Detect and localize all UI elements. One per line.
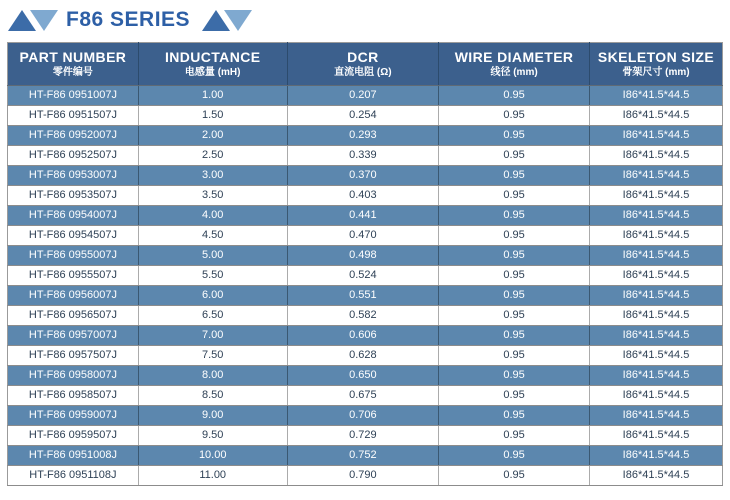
cell: HT-F86 0953507J [8,186,139,206]
column-header-wire-diameter [439,43,590,86]
cell: 0.551 [287,286,439,306]
cell: I86*41.5*44.5 [590,446,723,466]
cell: I86*41.5*44.5 [590,426,723,446]
cell: HT-F86 0955007J [8,246,139,266]
cell: I86*41.5*44.5 [590,226,723,246]
cell: 0.95 [439,246,590,266]
cell: 3.00 [138,166,287,186]
cell: HT-F86 0957007J [8,326,139,346]
table-row [8,226,723,246]
cell: 0.95 [439,306,590,326]
cell: 1.50 [138,106,287,126]
triangle-down-icon [224,10,252,31]
cell: I86*41.5*44.5 [590,166,723,186]
cell: 4.00 [138,206,287,226]
table-row [8,346,723,366]
cell: 0.95 [439,286,590,306]
cell: I86*41.5*44.5 [590,206,723,226]
cell: I86*41.5*44.5 [590,406,723,426]
triangle-logo-left-icon [8,9,58,31]
cell: I86*41.5*44.5 [590,366,723,386]
triangle-logo-right-icon [202,9,252,31]
cell: 0.339 [287,146,439,166]
cell: I86*41.5*44.5 [590,266,723,286]
cell: 7.50 [138,346,287,366]
cell: 5.00 [138,246,287,266]
cell: 9.00 [138,406,287,426]
cell: HT-F86 0951008J [8,446,139,466]
cell: HT-F86 0951507J [8,106,139,126]
table-row [8,246,723,266]
cell: I86*41.5*44.5 [590,466,723,486]
table-row [8,366,723,386]
cell: 0.95 [439,326,590,346]
cell: I86*41.5*44.5 [590,306,723,326]
cell: 0.207 [287,86,439,106]
table-row [8,266,723,286]
cell: 0.675 [287,386,439,406]
cell: 0.95 [439,386,590,406]
cell: I86*41.5*44.5 [590,126,723,146]
page-title: F86 SERIES [66,8,191,31]
table-row [8,186,723,206]
table-row [8,86,723,106]
cell: I86*41.5*44.5 [590,286,723,306]
cell: 9.50 [138,426,287,446]
cell: 0.95 [439,86,590,106]
cell: 0.582 [287,306,439,326]
cell: HT-F86 0959507J [8,426,139,446]
cell: 0.498 [287,246,439,266]
column-label-en: DCR [347,48,379,65]
cell: 0.790 [287,466,439,486]
cell: 6.50 [138,306,287,326]
cell: I86*41.5*44.5 [590,246,723,266]
cell: HT-F86 0956507J [8,306,139,326]
cell: HT-F86 0954007J [8,206,139,226]
table-row [8,306,723,326]
column-header-inductance [138,43,287,86]
cell: 0.95 [439,166,590,186]
cell: 1.00 [138,86,287,106]
column-header-skeleton-size [590,43,723,86]
cell: 0.95 [439,406,590,426]
cell: 0.524 [287,266,439,286]
cell: I86*41.5*44.5 [590,86,723,106]
cell: 2.50 [138,146,287,166]
cell: 10.00 [138,446,287,466]
cell: 0.95 [439,206,590,226]
column-label-en: INDUCTANCE [164,48,261,65]
column-label-zh: 零件编号 [52,66,93,78]
cell: 0.95 [439,466,590,486]
column-label-zh: 骨架尺寸 (mm) [622,66,690,78]
column-label-en: WIRE DIAMETER [454,48,574,65]
table-row [8,166,723,186]
cell: 0.95 [439,366,590,386]
cell: HT-F86 0951007J [8,86,139,106]
table-row [8,406,723,426]
cell: HT-F86 0957507J [8,346,139,366]
cell: 4.50 [138,226,287,246]
column-label-en: SKELETON SIZE [597,48,715,65]
cell: I86*41.5*44.5 [590,186,723,206]
cell: 0.293 [287,126,439,146]
cell: 0.95 [439,446,590,466]
cell: HT-F86 0951108J [8,466,139,486]
cell: HT-F86 0958007J [8,366,139,386]
column-header-part-number [8,43,139,86]
cell: 0.95 [439,426,590,446]
table-row [8,446,723,466]
cell: 0.95 [439,346,590,366]
table-row [8,386,723,406]
cell: I86*41.5*44.5 [590,346,723,366]
cell: HT-F86 0959007J [8,406,139,426]
cell: 0.95 [439,126,590,146]
cell: 0.95 [439,186,590,206]
cell: 8.00 [138,366,287,386]
table-row [8,286,723,306]
cell: 0.628 [287,346,439,366]
cell: HT-F86 0952507J [8,146,139,166]
cell: 0.95 [439,106,590,126]
page-title-bar [8,7,730,33]
cell: 0.441 [287,206,439,226]
cell: 5.50 [138,266,287,286]
table-row [8,466,723,486]
cell: 2.00 [138,126,287,146]
column-label-zh: 电感量 (mH) [184,66,241,78]
cell: 0.370 [287,166,439,186]
triangle-down-icon [30,10,58,31]
table-row [8,106,723,126]
table-header-row [8,43,723,86]
cell: HT-F86 0952007J [8,126,139,146]
table-row [8,206,723,226]
cell: HT-F86 0958507J [8,386,139,406]
cell: 0.606 [287,326,439,346]
cell: 8.50 [138,386,287,406]
cell: 0.470 [287,226,439,246]
spec-table-container [7,42,723,486]
column-label-en: PART NUMBER [19,48,127,65]
table-row [8,126,723,146]
cell: 0.403 [287,186,439,206]
column-header-dcr [287,43,439,86]
cell: HT-F86 0954507J [8,226,139,246]
cell: 0.752 [287,446,439,466]
cell: HT-F86 0953007J [8,166,139,186]
column-label-zh: 线径 (mm) [490,66,538,78]
table-row [8,146,723,166]
cell: 3.50 [138,186,287,206]
cell: 0.95 [439,146,590,166]
cell: HT-F86 0955507J [8,266,139,286]
cell: 0.95 [439,266,590,286]
cell: I86*41.5*44.5 [590,386,723,406]
cell: 11.00 [138,466,287,486]
column-label-zh: 直流电阻 (Ω) [334,66,392,78]
cell: I86*41.5*44.5 [590,146,723,166]
cell: 0.650 [287,366,439,386]
cell: 0.95 [439,226,590,246]
cell: I86*41.5*44.5 [590,326,723,346]
cell: 7.00 [138,326,287,346]
table-row [8,326,723,346]
table-body [8,86,723,486]
cell: 0.254 [287,106,439,126]
cell: 0.729 [287,426,439,446]
cell: HT-F86 0956007J [8,286,139,306]
spec-table [7,42,723,486]
cell: 6.00 [138,286,287,306]
table-row [8,426,723,446]
cell: 0.706 [287,406,439,426]
cell: I86*41.5*44.5 [590,106,723,126]
